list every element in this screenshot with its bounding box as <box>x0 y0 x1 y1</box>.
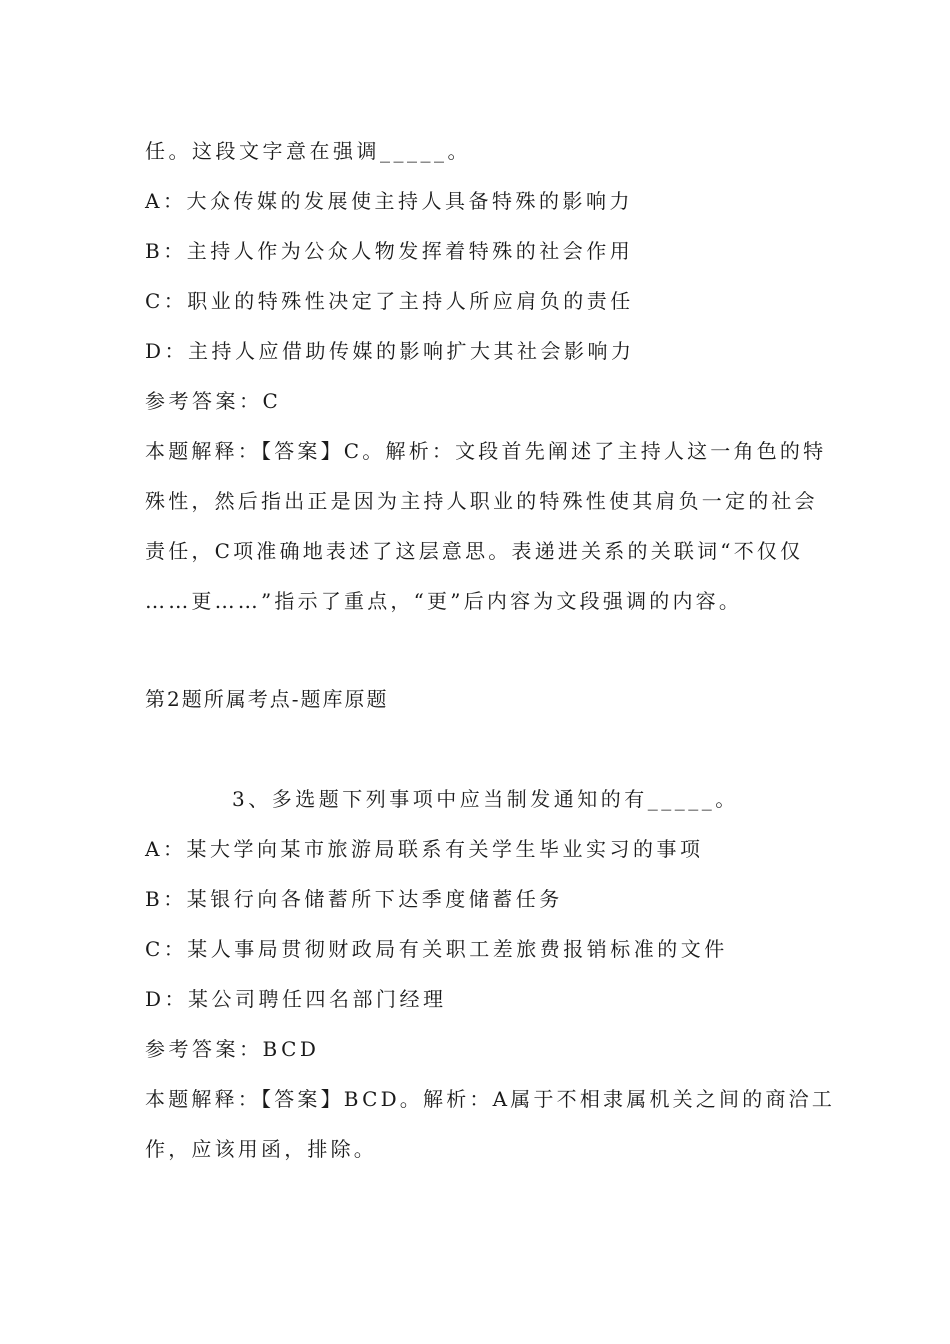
q3-explanation-line: 本题解释：【答案】BCD。解析：A属于不相隶属机关之间的商洽工 <box>145 1087 836 1111</box>
q1-option-b: B：主持人作为公众人物发挥着特殊的社会作用 <box>145 239 634 263</box>
q1-explanation-line: 殊性，然后指出正是因为主持人职业的特殊性使其肩负一定的社会 <box>145 489 818 513</box>
q1-explanation-line: 本题解释：【答案】C。解析：文段首先阐述了主持人这一角色的特 <box>145 439 827 463</box>
q3-option-b: B：某银行向各储蓄所下达季度储蓄任务 <box>145 887 563 911</box>
q1-option-d: D：主持人应借助传媒的影响扩大其社会影响力 <box>145 339 635 363</box>
q3-option-d: D：某公司聘任四名部门经理 <box>145 987 447 1011</box>
q3-explanation-line: 作，应该用函，排除。 <box>145 1137 377 1161</box>
q2-topic: 第2题所属考点-题库原题 <box>145 687 389 711</box>
q1-option-a: A：大众传媒的发展使主持人具备特殊的影响力 <box>145 189 633 213</box>
q3-stem: 3、多选题下列事项中应当制发通知的有_____。 <box>232 787 739 811</box>
q1-stem-tail: 任。这段文字意在强调_____。 <box>145 139 471 163</box>
q1-explanation-line: 责任，C项准确地表述了这层意思。表递进关系的关联词“不仅仅 <box>145 539 804 563</box>
q1-option-c: C：职业的特殊性决定了主持人所应肩负的责任 <box>145 289 634 313</box>
q1-explanation-line: ……更……”指示了重点，“更”后内容为文段强调的内容。 <box>145 589 743 613</box>
q3-answer: 参考答案：BCD <box>145 1037 320 1061</box>
q3-option-c: C：某人事局贯彻财政局有关职工差旅费报销标准的文件 <box>145 937 728 961</box>
q3-option-a: A：某大学向某市旅游局联系有关学生毕业实习的事项 <box>145 837 704 861</box>
q1-answer: 参考答案：C <box>145 389 282 413</box>
